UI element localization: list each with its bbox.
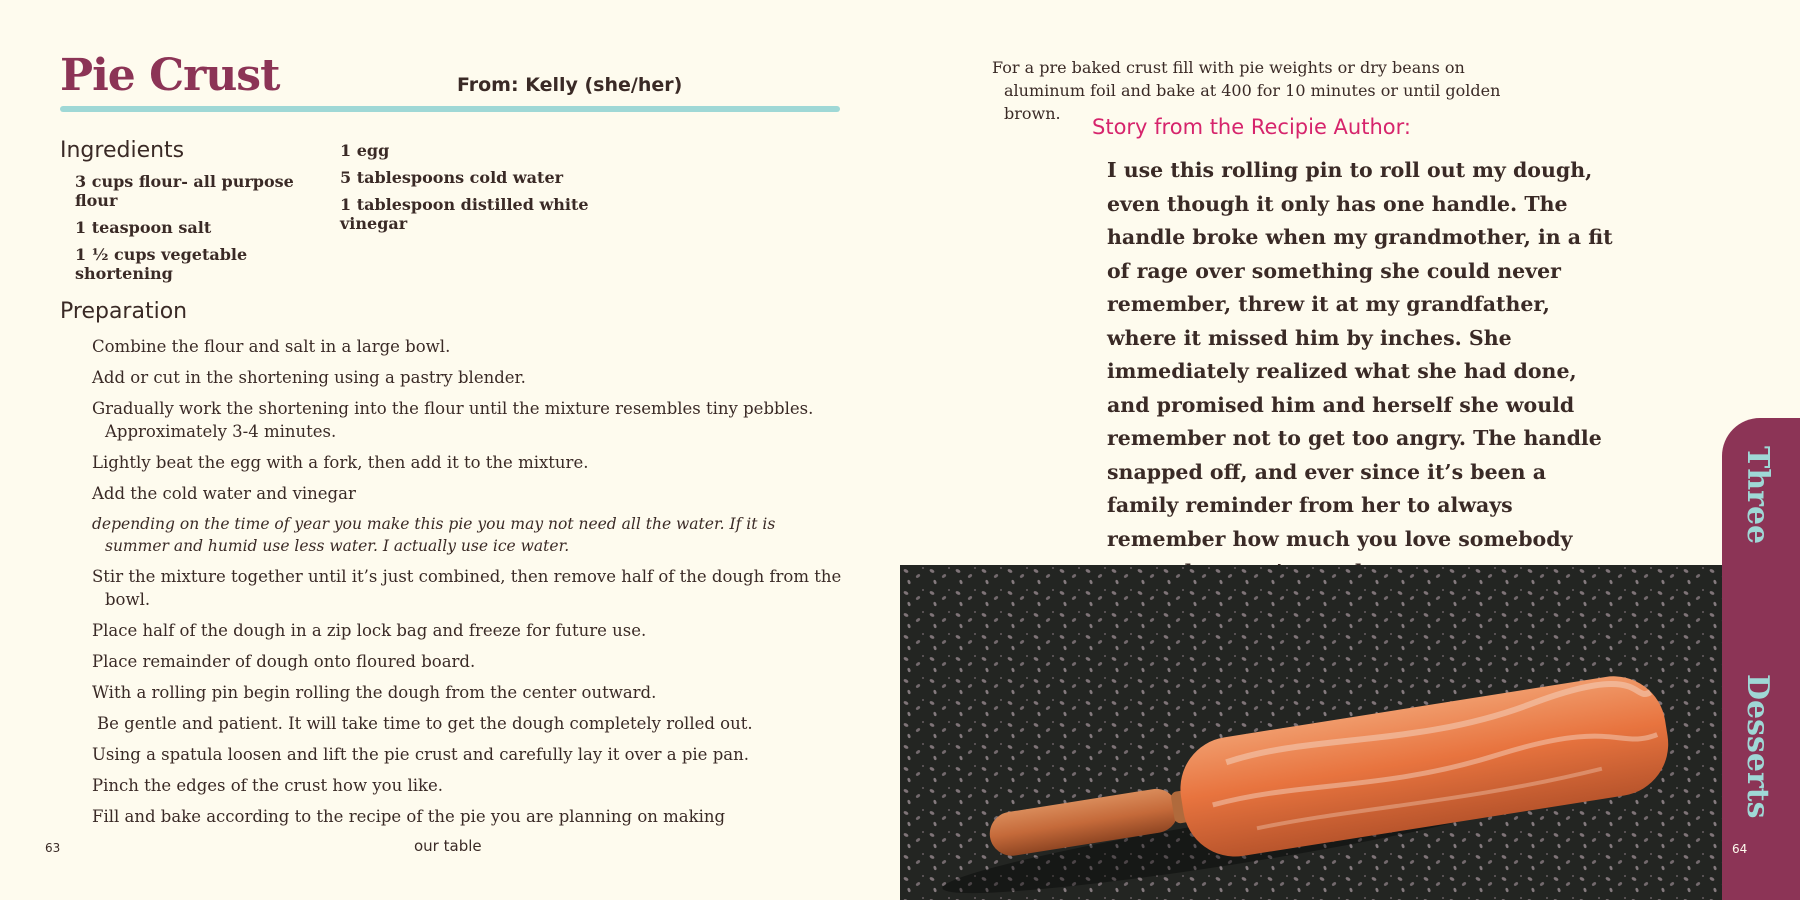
tab-section-label: Desserts — [1740, 674, 1775, 819]
step-item: Stir the mixture together until it’s just combined, then remove half of the dough from the bowl. — [92, 567, 842, 609]
ingredients-heading: Ingredients — [60, 138, 185, 163]
ingredient-item: 1 egg — [340, 141, 390, 160]
story-heading: Story from the Recipie Author: — [1092, 115, 1411, 139]
page-number-right: 64 — [1732, 842, 1748, 856]
step-note: depending on the time of year you make this pie you may not need all the water. If it is summer and humid use less water. I actually use ice water. — [92, 515, 776, 555]
ingredient-item: 1 ½ cups vegetable shortening — [75, 245, 248, 283]
step-item: Fill and bake according to the recipe of the pie you are planning on making — [92, 807, 726, 826]
step-item: Place remainder of dough onto floured board. — [92, 652, 476, 671]
preparation-steps — [92, 335, 842, 836]
title-divider — [60, 106, 840, 112]
step-item: With a rolling pin begin rolling the dough from the center outward. — [92, 683, 657, 702]
step-item: Combine the flour and salt in a large bowl. — [92, 337, 451, 356]
footer-title: our table — [414, 837, 482, 855]
recipe-author: From: Kelly (she/her) — [457, 74, 683, 96]
ingredient-item: 1 teaspoon salt — [75, 218, 212, 237]
step-item: Using a spatula loosen and lift the pie crust and carefully lay it over a pie pan. — [92, 745, 749, 764]
step-item: Be gentle and patient. It will take time to get the dough completely rolled out. — [97, 714, 753, 733]
preparation-heading: Preparation — [60, 299, 188, 324]
rolling-pin-photo — [900, 565, 1723, 900]
step-item: Add the cold water and vinegar — [92, 484, 356, 503]
ingredients-list-1 — [75, 172, 305, 291]
chapter-tab — [1722, 418, 1800, 900]
recipe-title: Pie Crust — [60, 50, 280, 101]
step-item: Place half of the dough in a zip lock bag and freeze for future use. — [92, 621, 647, 640]
step-item: Lightly beat the egg with a fork, then add it to the mixture. — [92, 453, 589, 472]
tab-chapter-label: Three — [1740, 446, 1775, 545]
author-story: I use this rolling pin to roll out my dough, even though it only has one handle. The handle broke when my grandmother, in a fit of rage over something she could never remember, threw it at my grandfather, where it missed him by inches. She immediately realized what she had done, and promised him and herself she would remember not to get too angry. The handle snapped off, and ever since it’s been a family reminder from her to always remember how much you love somebody — [1107, 158, 1613, 551]
ingredient-item: 5 tablespoons cold water — [340, 168, 564, 187]
ingredient-item: 3 cups flour- all purpose flour — [75, 172, 294, 210]
ingredient-item: 1 tablespoon distilled white vinegar — [340, 195, 589, 233]
page-number-left: 63 — [45, 841, 61, 855]
ingredients-list-2 — [340, 141, 600, 241]
right-page — [900, 0, 1800, 900]
step-item: Add or cut in the shortening using a pastry blender. — [92, 368, 526, 387]
step-item: Pinch the edges of the crust how you like. — [92, 776, 444, 795]
prebake-note: For a pre baked crust fill with pie weights or dry beans on aluminum foil and bake at 400 for 10 minutes or until golden brown. — [992, 58, 1501, 123]
step-item: Gradually work the shortening into the flour until the mixture resembles tiny pebbles. Approximately 3-4 minutes. — [92, 399, 814, 441]
